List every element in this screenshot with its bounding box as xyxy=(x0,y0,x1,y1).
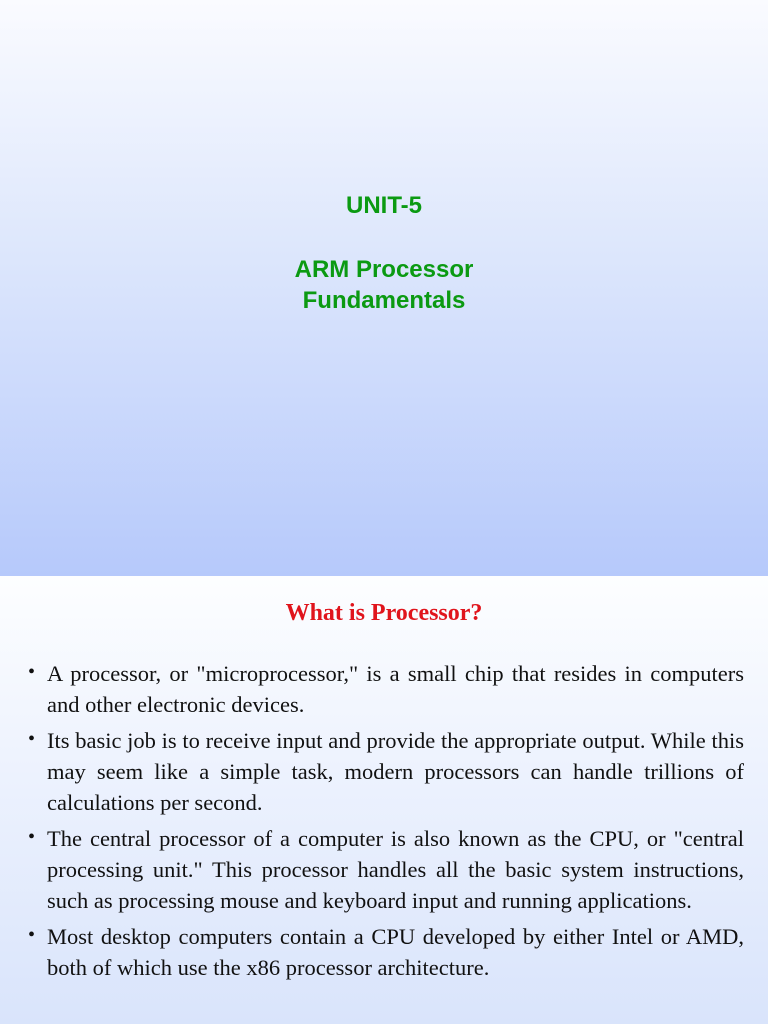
bullet-dot-icon: • xyxy=(28,728,36,750)
slide-heading: What is Processor? xyxy=(285,600,483,626)
topic-title xyxy=(0,254,768,316)
bullet-text: The central processor of a computer is also known as the CPU, or "central processing unit." This processor handles all the basic system instructions, such as processing mouse and keyboard input and running applications. xyxy=(47,826,744,913)
bullet-item xyxy=(0,823,768,916)
bullet-dot-icon: • xyxy=(28,826,36,848)
bullet-dot-icon: • xyxy=(28,661,36,683)
bullet-list xyxy=(0,658,768,988)
content-slide xyxy=(0,576,768,1024)
topic-title-line-2: Fundamentals xyxy=(302,287,466,314)
bullet-text: Most desktop computers contain a CPU developed by either Intel or AMD, both of which use the x86 processor architecture. xyxy=(47,924,744,980)
bullet-text: A processor, or "microprocessor," is a small chip that resides in computers and other electronic devices. xyxy=(47,661,744,717)
bullet-text: Its basic job is to receive input and provide the appropriate output. While this may seem like a simple task, modern processors can handle trillions of calculations per second. xyxy=(47,728,744,815)
bullet-item xyxy=(0,658,768,720)
bullet-item xyxy=(0,921,768,983)
unit-title: UNIT-5 xyxy=(345,192,422,219)
bullet-item xyxy=(0,725,768,818)
bullet-dot-icon: • xyxy=(28,924,36,946)
topic-title-line-1: ARM Processor xyxy=(294,256,474,283)
